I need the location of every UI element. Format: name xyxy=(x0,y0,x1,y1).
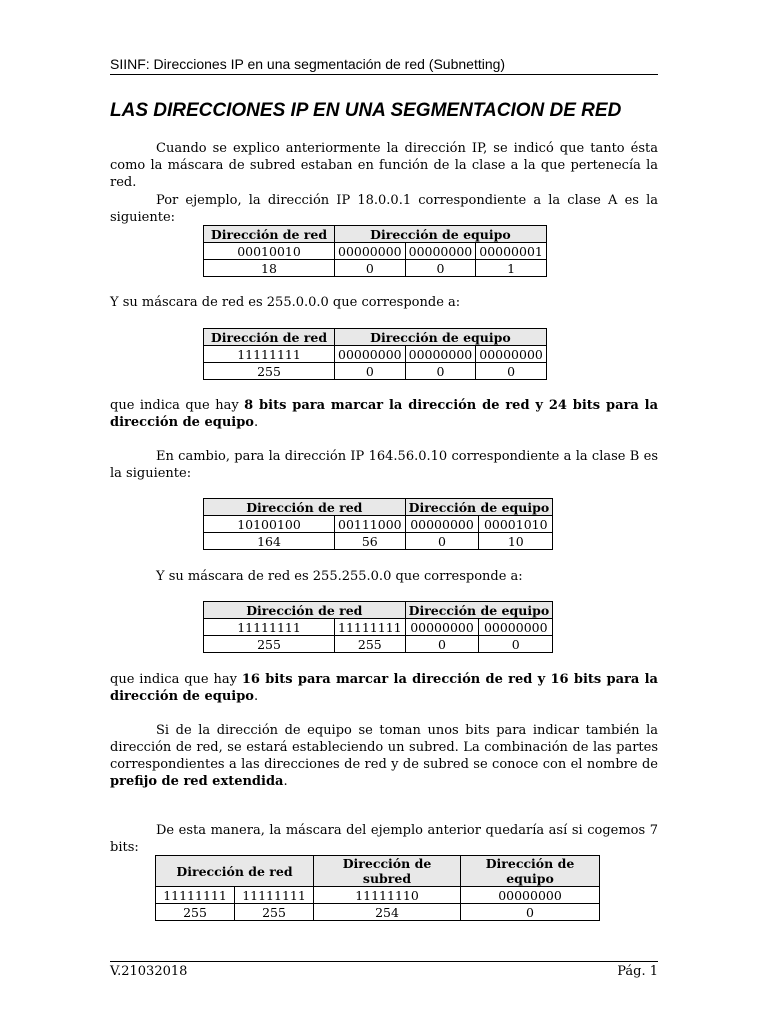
table-cell: 11111111 xyxy=(156,887,235,904)
table-cell: 00000000 xyxy=(405,243,476,260)
text-span: . xyxy=(253,689,259,704)
table-cell: 00111000 xyxy=(335,516,406,533)
paragraph-example-class-b: En cambio, para la dirección IP 164.56.0.10 correspondiente a la clase B es la siguiente: xyxy=(110,449,658,481)
table-header-subnet: Dirección de subred xyxy=(314,856,461,887)
table-row xyxy=(204,619,553,636)
table-row xyxy=(156,887,600,904)
table-header-host: Dirección de equipo xyxy=(335,226,547,243)
bold-text: prefijo de red extendida xyxy=(110,774,284,789)
page-header: SIINF: Direcciones IP en una segmentación de red (Subnetting) xyxy=(110,56,658,75)
table-cell: 00000001 xyxy=(476,243,547,260)
table-cell: 11111110 xyxy=(314,887,461,904)
table-cell: 00000000 xyxy=(476,346,547,363)
table-cell: 00000000 xyxy=(405,346,476,363)
table-cell: 10100100 xyxy=(204,516,335,533)
table-cell: 11111111 xyxy=(204,346,335,363)
table-row xyxy=(204,636,553,653)
table-cell: 0 xyxy=(479,636,553,653)
table-header-host: Dirección de equipo xyxy=(461,856,600,887)
paragraph-mask-class-b: Y su máscara de red es 255.255.0.0 que corresponde a: xyxy=(156,569,523,584)
page-title: LAS DIRECCIONES IP EN UNA SEGMENTACION DE RED xyxy=(110,100,622,121)
table-cell: 255 xyxy=(235,904,314,921)
paragraph-intro: Cuando se explico anteriormente la dirección IP, se indicó que tanto ésta como la máscara de subred estaban en función de la clase a la que pertenecía la red. xyxy=(110,141,658,190)
table-header-host: Dirección de equipo xyxy=(405,602,553,619)
version-label: V.21032018 xyxy=(110,964,188,979)
table-cell: 0 xyxy=(461,904,600,921)
table-cell: 18 xyxy=(204,260,335,277)
table-row xyxy=(204,516,553,533)
table-ip-class-a xyxy=(203,225,547,277)
table-cell: 11111111 xyxy=(235,887,314,904)
table-cell: 0 xyxy=(405,636,479,653)
paragraph-bits-class-b xyxy=(110,671,658,705)
table-header-network: Dirección de red xyxy=(204,329,335,346)
table-header-network: Dirección de red xyxy=(204,226,335,243)
table-cell: 255 xyxy=(335,636,406,653)
table-row xyxy=(204,363,547,380)
table-row xyxy=(204,243,547,260)
bold-text: 8 bits para marcar la dirección de red y 24 bits para la dirección de equipo xyxy=(110,398,658,430)
table-cell: 0 xyxy=(405,533,479,550)
table-cell: 11111111 xyxy=(335,619,406,636)
table-header-network: Dirección de red xyxy=(204,602,406,619)
table-ip-class-b xyxy=(203,498,553,550)
table-cell: 254 xyxy=(314,904,461,921)
paragraph-bits-class-a xyxy=(110,397,658,431)
table-cell: 0 xyxy=(405,260,476,277)
table-cell: 0 xyxy=(476,363,547,380)
text-span: que indica que hay xyxy=(110,398,245,413)
text-span: Si de la dirección de equipo se toman unos bits para indicar también la dirección de red, se estará estableciendo un subred. La combinación de las partes correspondientes a las direcciones de red y de subred se conoce con el nombre de xyxy=(110,723,658,772)
table-cell: 255 xyxy=(156,904,235,921)
table-header-host: Dirección de equipo xyxy=(405,499,553,516)
table-cell: 255 xyxy=(204,636,335,653)
table-cell: 164 xyxy=(204,533,335,550)
table-cell: 10 xyxy=(479,533,553,550)
table-cell: 0 xyxy=(335,260,406,277)
table-header-network: Dirección de red xyxy=(204,499,406,516)
table-cell: 255 xyxy=(204,363,335,380)
table-row xyxy=(156,904,600,921)
text-span: . xyxy=(283,774,288,789)
table-header-network: Dirección de red xyxy=(156,856,314,887)
paragraph-mask-class-a: Y su máscara de red es 255.0.0.0 que corresponde a: xyxy=(110,295,461,310)
bold-text: 16 bits para marcar la dirección de red y 16 bits para la dirección de equipo xyxy=(110,672,658,704)
page-footer xyxy=(110,961,658,979)
table-cell: 1 xyxy=(476,260,547,277)
table-row xyxy=(204,260,547,277)
table-cell: 0 xyxy=(335,363,406,380)
text-span: que indica que hay xyxy=(110,672,242,687)
table-cell: 0 xyxy=(405,363,476,380)
table-row xyxy=(204,346,547,363)
page-number: Pág. 1 xyxy=(617,964,658,979)
table-cell: 00000000 xyxy=(335,346,406,363)
table-cell: 00000000 xyxy=(335,243,406,260)
table-row xyxy=(204,533,553,550)
table-mask-class-b xyxy=(203,601,553,653)
paragraph-example-class-a: Por ejemplo, la dirección IP 18.0.0.1 correspondiente a la clase A es la siguiente: xyxy=(110,193,658,225)
table-cell: 00010010 xyxy=(204,243,335,260)
table-cell: 00001010 xyxy=(479,516,553,533)
table-subnet-mask xyxy=(155,855,600,921)
table-cell: 00000000 xyxy=(405,619,479,636)
table-cell: 00000000 xyxy=(479,619,553,636)
text-span: . xyxy=(253,415,259,430)
paragraph-subnet-explanation xyxy=(110,722,658,790)
table-mask-class-a xyxy=(203,328,547,380)
table-cell: 00000000 xyxy=(461,887,600,904)
table-cell: 11111111 xyxy=(204,619,335,636)
paragraph-mask-7-bits: De esta manera, la máscara del ejemplo anterior quedaría así si cogemos 7 bits: xyxy=(110,823,658,855)
table-cell: 00000000 xyxy=(405,516,479,533)
table-cell: 56 xyxy=(335,533,406,550)
table-header-host: Dirección de equipo xyxy=(335,329,547,346)
